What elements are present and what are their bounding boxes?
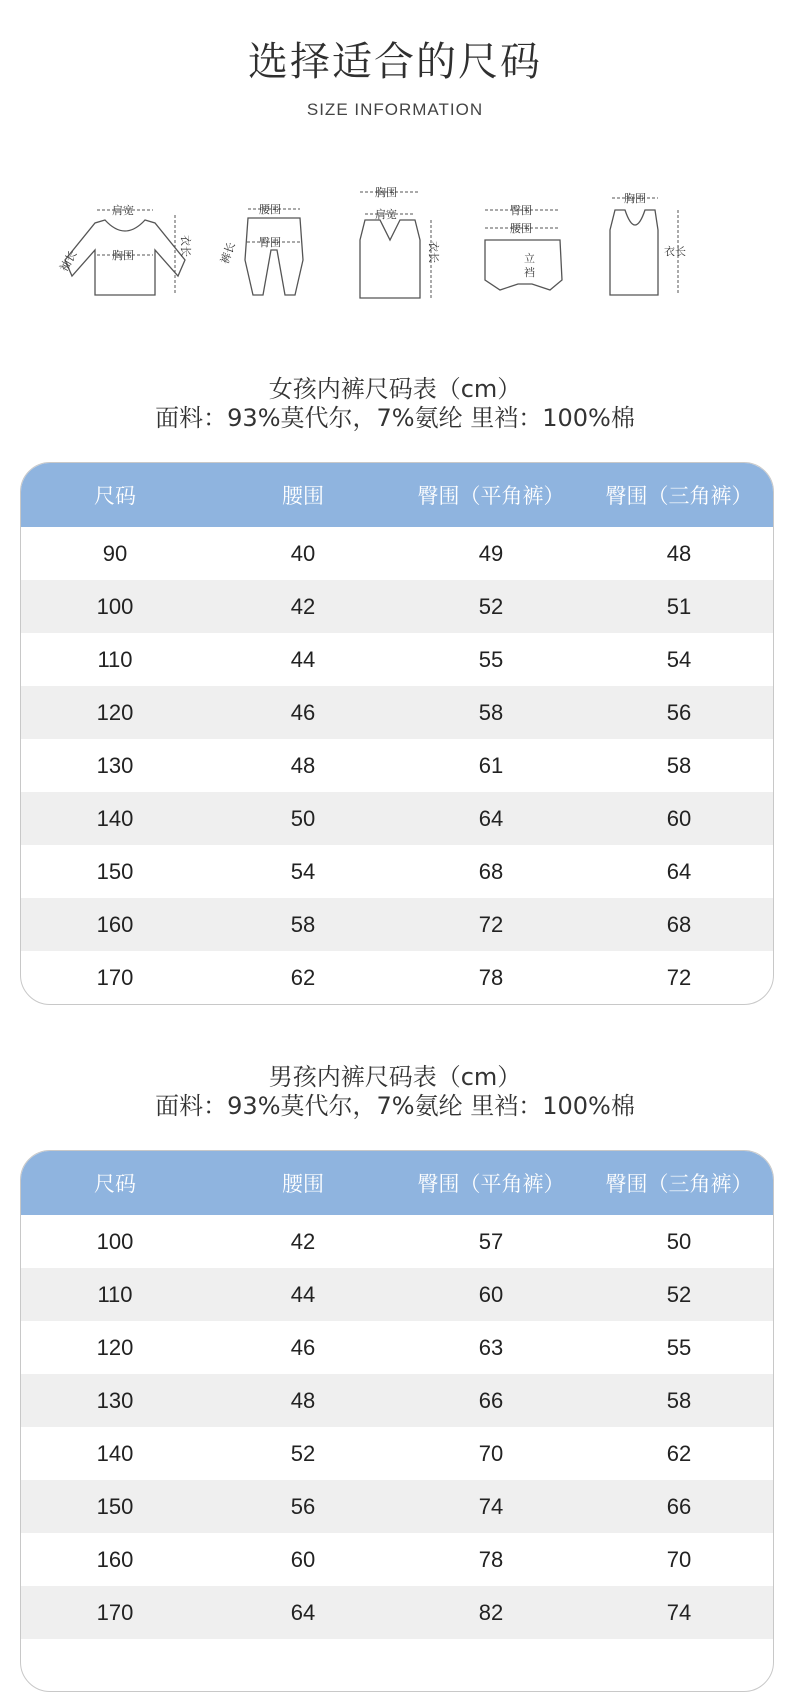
vest-length-label: 衣长	[427, 241, 440, 263]
cell-waist: 44	[290, 646, 316, 672]
cell-hip-boxer: 57	[478, 1228, 504, 1254]
cell-hip-brief: 70	[666, 1546, 692, 1572]
table-row	[21, 1480, 773, 1533]
cell-hip-boxer: 58	[478, 699, 504, 725]
length-label: 衣长	[179, 235, 192, 257]
girls-fabric-info: 面料：93%莫代尔，7%氨纶 里裆：100%棉	[155, 404, 635, 432]
waist-label: 腰围	[259, 203, 281, 216]
table-row	[21, 951, 773, 1004]
cell-size: 90	[102, 540, 128, 566]
cell-waist: 48	[290, 752, 316, 778]
header-size: 尺码	[94, 1172, 136, 1196]
header-waist: 腰围	[282, 484, 324, 508]
cell-hip-brief: 48	[666, 540, 692, 566]
table-row	[21, 1427, 773, 1480]
cell-hip-brief: 62	[666, 1440, 692, 1466]
measurement-diagrams	[0, 180, 790, 330]
cell-hip-brief: 54	[666, 646, 692, 672]
cell-hip-boxer: 52	[478, 593, 504, 619]
cell-hip-boxer: 78	[478, 964, 504, 990]
briefs-diagram	[470, 180, 580, 330]
cell-waist: 62	[290, 964, 316, 990]
cell-hip-brief: 74	[666, 1599, 692, 1625]
table-row	[21, 845, 773, 898]
cell-size: 100	[96, 1228, 134, 1254]
cell-waist: 52	[290, 1440, 316, 1466]
table-row	[21, 1215, 773, 1268]
hip-label: 臀围	[259, 236, 281, 249]
table-row	[21, 1268, 773, 1321]
page-title: 选择适合的尺码	[248, 39, 542, 85]
boys-table-body	[21, 1215, 773, 1639]
cell-hip-brief: 60	[666, 805, 692, 831]
cell-hip-boxer: 49	[478, 540, 504, 566]
cell-hip-boxer: 63	[478, 1334, 504, 1360]
cell-hip-brief: 56	[666, 699, 692, 725]
table-row	[21, 1586, 773, 1639]
cell-waist: 54	[290, 858, 316, 884]
long-pants-diagram	[215, 180, 325, 330]
cell-hip-brief: 58	[666, 752, 692, 778]
boys-size-table	[20, 1150, 774, 1692]
girls-table-body	[21, 527, 773, 1004]
cell-hip-brief: 51	[666, 593, 692, 619]
table-row	[21, 739, 773, 792]
girls-table-header	[21, 463, 773, 527]
briefs-hip-label: 臀围	[510, 204, 532, 217]
cell-hip-boxer: 60	[478, 1281, 504, 1307]
cell-size: 130	[96, 1387, 134, 1413]
boys-fabric-info: 面料：93%莫代尔，7%氨纶 里裆：100%棉	[155, 1092, 635, 1120]
cell-hip-brief: 66	[666, 1493, 692, 1519]
cell-waist: 44	[290, 1281, 316, 1307]
cell-size: 170	[96, 964, 134, 990]
tank-top-diagram	[600, 180, 710, 330]
vest-diagram	[335, 180, 445, 330]
cell-hip-boxer: 68	[478, 858, 504, 884]
girls-size-table	[20, 462, 774, 1005]
cell-hip-brief: 72	[666, 964, 692, 990]
cell-size: 100	[96, 593, 134, 619]
cell-size: 110	[97, 646, 133, 672]
shoulder-label: 肩宽	[112, 204, 134, 217]
header-waist: 腰围	[282, 1172, 324, 1196]
header-hip-boxer: 臀围（平角裤）	[417, 484, 565, 508]
cell-size: 150	[96, 858, 134, 884]
boys-table-title: 男孩内裤尺码表（cm）	[268, 1063, 522, 1091]
cell-size: 150	[96, 1493, 134, 1519]
table-row	[21, 898, 773, 951]
cell-size: 120	[96, 1334, 134, 1360]
cell-hip-boxer: 70	[478, 1440, 504, 1466]
cell-size: 110	[97, 1281, 133, 1307]
cell-size: 140	[96, 1440, 134, 1466]
cell-hip-boxer: 72	[478, 911, 504, 937]
cell-waist: 56	[290, 1493, 316, 1519]
cell-hip-boxer: 66	[478, 1387, 504, 1413]
cell-size: 130	[96, 752, 134, 778]
cell-waist: 48	[290, 1387, 316, 1413]
boys-table-header	[21, 1151, 773, 1215]
table-row	[21, 792, 773, 845]
chest-label: 胸围	[112, 249, 134, 262]
cell-waist: 42	[290, 593, 316, 619]
table-row	[21, 580, 773, 633]
girls-table-title: 女孩内裤尺码表（cm）	[268, 375, 522, 403]
cell-size: 160	[96, 911, 134, 937]
cell-size: 140	[96, 805, 134, 831]
cell-waist: 46	[290, 1334, 316, 1360]
table-row	[21, 1533, 773, 1586]
table-row	[21, 527, 773, 580]
vest-chest-label: 胸围	[375, 186, 397, 199]
cell-hip-brief: 55	[666, 1334, 692, 1360]
tank-chest-label: 胸围	[624, 192, 646, 205]
cell-waist: 42	[290, 1228, 316, 1254]
cell-hip-boxer: 55	[478, 646, 504, 672]
cell-size: 170	[96, 1599, 134, 1625]
briefs-waist-label: 腰围	[510, 222, 532, 235]
briefs-rise-label-1: 立	[524, 252, 535, 265]
cell-waist: 40	[290, 540, 316, 566]
header-hip-boxer: 臀围（平角裤）	[417, 1172, 565, 1196]
table-row	[21, 686, 773, 739]
table-row	[21, 1321, 773, 1374]
long-sleeve-top-diagram	[50, 180, 200, 330]
header-size: 尺码	[94, 484, 136, 508]
table-row	[21, 633, 773, 686]
cell-hip-boxer: 64	[478, 805, 504, 831]
cell-size: 120	[96, 699, 134, 725]
page-subtitle: SIZE INFORMATION	[306, 100, 484, 119]
cell-waist: 46	[290, 699, 316, 725]
cell-waist: 64	[290, 1599, 316, 1625]
cell-waist: 58	[290, 911, 316, 937]
tank-length-label: 衣长	[664, 245, 686, 258]
cell-hip-brief: 50	[666, 1228, 692, 1254]
cell-hip-brief: 64	[666, 858, 692, 884]
table-row	[21, 1374, 773, 1427]
briefs-rise-label-2: 裆	[524, 266, 535, 279]
cell-hip-boxer: 82	[478, 1599, 504, 1625]
cell-waist: 50	[290, 805, 316, 831]
header-hip-brief: 臀围（三角裤）	[605, 1172, 753, 1196]
cell-waist: 60	[290, 1546, 316, 1572]
cell-hip-boxer: 74	[478, 1493, 504, 1519]
leg-label: 裤长	[218, 240, 238, 266]
cell-hip-brief: 58	[666, 1387, 692, 1413]
sleeve-label: 袖长	[57, 248, 80, 274]
cell-size: 160	[96, 1546, 134, 1572]
cell-hip-brief: 68	[666, 911, 692, 937]
cell-hip-brief: 52	[666, 1281, 692, 1307]
cell-hip-boxer: 61	[478, 752, 504, 778]
vest-shoulder-label: 肩宽	[375, 208, 397, 221]
header-hip-brief: 臀围（三角裤）	[605, 484, 753, 508]
cell-hip-boxer: 78	[478, 1546, 504, 1572]
